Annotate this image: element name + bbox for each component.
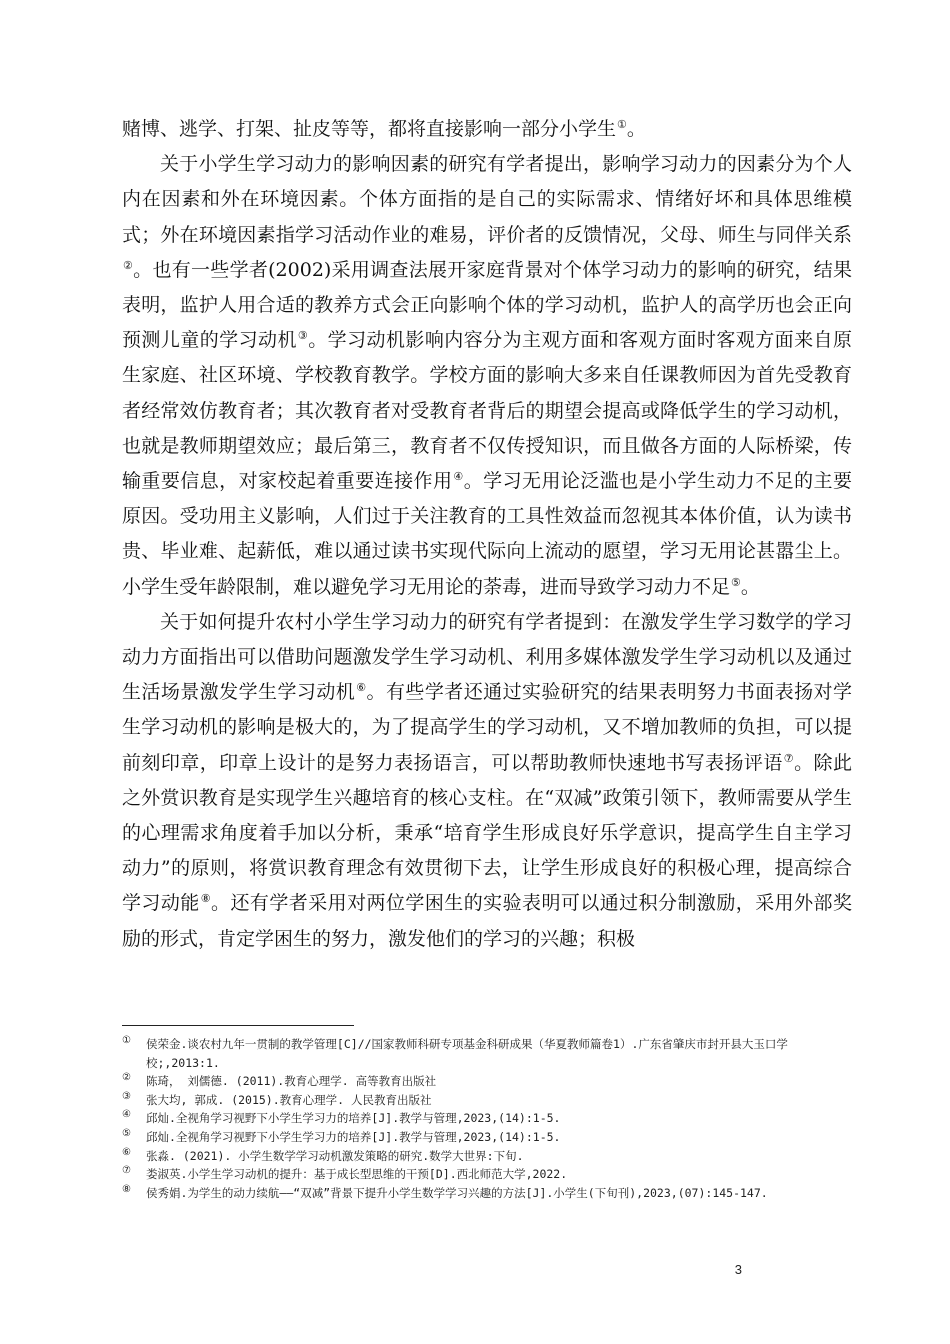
- footnote-mark: ④: [122, 1109, 131, 1121]
- footnote-reference: ②: [123, 258, 134, 272]
- footnote-text: 张淼. (2021). 小学生数学学习动机激发策略的研究.数学大世界:下旬.: [146, 1148, 524, 1163]
- footnote-text: 侯秀娟.为学生的动力续航——“双减”背景下提升小学生数学学习兴趣的方法[J].小学生(下旬刊),2023,(07):145-147.: [146, 1185, 768, 1200]
- footnote-reference: ①: [617, 118, 627, 131]
- body-paragraph: [122, 147, 852, 605]
- text-run: 。除此之外赏识教育是实现学生兴趣培育的核心支柱。在“双减”政策引领下，教师需要从学生的心理需求角度着手加以分析，秉承“培育学生形成良好乐学意识，提高学生自主学习动力”的原则，将赏识教育理念有效贯彻下去，让学生形成良好的积极心理，提高综合学习动能: [122, 751, 852, 915]
- text-run: 。: [626, 118, 646, 140]
- footnotes: [122, 1035, 852, 1202]
- footnote-item: [122, 1035, 852, 1072]
- footnote-mark: ⑧: [122, 1183, 131, 1195]
- text-run: 。学习无用论泛滥也是小学生动力不足的主要原因。受功用主义影响，人们过于关注教育的工具性效益而忽视其本体价值，认为读书贵、毕业难、起薪低，难以通过读书实现代际向上流动的愿望，学习无用论甚嚣尘上。小学生受年龄限制，难以避免学习无用论的荼毒，进而导致学习动力不足: [122, 470, 852, 598]
- footnote-reference: ⑥: [356, 681, 367, 695]
- footnote-mark: ①: [122, 1035, 131, 1046]
- footnote-item: [122, 1128, 852, 1147]
- body-paragraph: [122, 112, 852, 147]
- footnote-text: 邱灿.全视角学习视野下小学生学习力的培养[J].教学与管理,2023,(14):1-5.: [146, 1129, 561, 1144]
- page-number: 3: [734, 1262, 742, 1277]
- footnote-item: [122, 1091, 852, 1110]
- text-run: 关于小学生学习动力的影响因素的研究有学者提出，影响学习动力的因素分为个人内在因素和外在环境因素。个体方面指的是自己的实际需求、情绪好坏和具体思维模式；外在环境因素指学习活动作业的难易，评价者的反馈情况，父母、师生与同伴关系: [122, 153, 852, 246]
- footnote-divider: [122, 1025, 354, 1026]
- footnote-item: [122, 1109, 852, 1128]
- footnote-mark: ③: [122, 1090, 131, 1102]
- footnote-reference: ⑤: [731, 575, 741, 589]
- text-run: 关于如何提升农村小学生学习动力的研究有学者提到：在激发学生学习数学的学习动力方面指出可以借助问题激发学生学习动机、利用多媒体激发学生学习动机以及通过生活场景激发学生学习动机: [122, 610, 852, 704]
- footnote-item: [122, 1147, 852, 1166]
- text-run: 。还有学者采用对两位学困生的实验表明可以通过积分制激励，采用外部奖励的形式，肯定学困生的努力，激发他们的学习的兴趣；积极: [122, 892, 852, 950]
- text-run: 。学习动机影响内容分为主观方面和客观方面时客观方面来自原生家庭、社区环境、学校教育教学。学校方面的影响大多来自任课教师因为首先受教育者经常效仿教育者；其次教育者对受教育者背后的期望会提高或降低学生的学习动机，也就是教师期望效应；最后第三，教育者不仅传授知识，而且做各方面的人际桥梁，传输重要信息，对家校起着重要连接作用: [122, 329, 852, 493]
- footnote-reference: ③: [297, 329, 309, 343]
- footnote-reference: ④: [453, 470, 464, 484]
- text-run: 。: [740, 575, 760, 598]
- footnote-text: 侯荣金.谈农村九年一贯制的教学管理[C]//国家教师科研专项基金科研成果（华夏教师篇卷1）.广东省肇庆市封开县大玉口学校;,2013:1.: [146, 1037, 788, 1070]
- footnote-mark: ⑥: [122, 1146, 131, 1158]
- footnote-item: [122, 1184, 852, 1203]
- footnote-text: 张大均, 郭成. (2015).教育心理学. 人民教育出版社: [146, 1092, 432, 1107]
- body-paragraph: [122, 605, 852, 957]
- footnote-mark: ⑤: [122, 1127, 131, 1139]
- footnote-item: [122, 1072, 852, 1091]
- footnote-text: 娄淑英.小学生学习动机的提升：基于成长型思维的干预[D].西北师范大学,2022.: [146, 1167, 568, 1182]
- footnote-reference: ⑦: [783, 751, 795, 765]
- footnote-mark: ②: [122, 1072, 131, 1084]
- body-text: [122, 112, 852, 957]
- text-run: 。也有一些学者(2002)采用调查法展开家庭背景对个体学习动力的影响的研究，结果表明，监护人用合适的教养方式会正向影响个体的学习动机，监护人的高学历也会正向预测儿童的学习动机: [122, 258, 852, 352]
- footnote-text: 邱灿.全视角学习视野下小学生学习力的培养[J].教学与管理,2023,(14):1-5.: [146, 1111, 561, 1126]
- footnote-reference: ⑧: [200, 892, 212, 906]
- footnote-item: [122, 1165, 852, 1184]
- text-run: 赌博、逃学、打架、扯皮等等，都将直接影响一部分小学生: [122, 118, 617, 140]
- footnote-mark: ⑦: [122, 1165, 131, 1177]
- footnote-text: 陈琦， 刘儒德. (2011).教育心理学. 高等教育出版社: [146, 1074, 437, 1089]
- text-run: 。有些学者还通过实验研究的结果表明努力书面表扬对学生学习动机的影响是极大的，为了提高学生的学习动机，又不增加教师的负担，可以提前刻印章，印章上设计的是努力表扬语言，可以帮助教师快速地书写表扬评语: [122, 681, 852, 774]
